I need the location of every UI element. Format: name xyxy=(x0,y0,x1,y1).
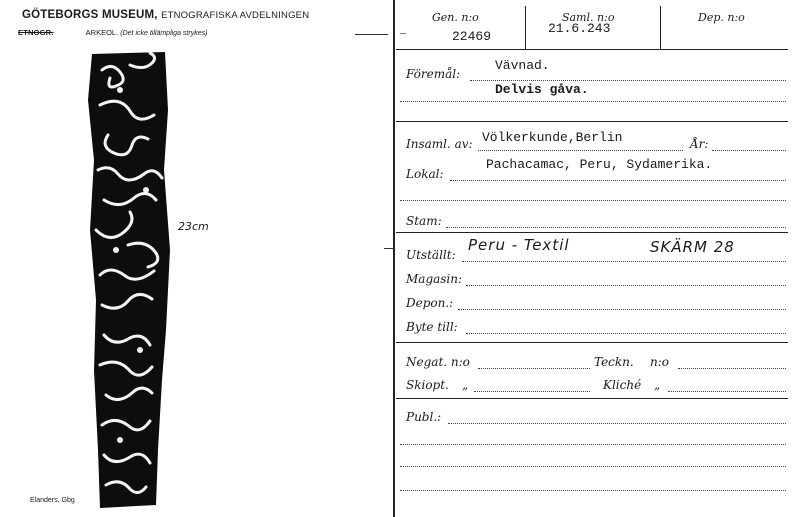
arkeol-label: ARKEOL. xyxy=(85,28,119,37)
department-name: ETNOGRAFISKA AVDELNINGEN xyxy=(161,10,310,21)
size-annotation: 23cm xyxy=(178,220,209,233)
museum-header xyxy=(22,9,309,21)
header-separator-1 xyxy=(525,6,526,49)
magasin-line xyxy=(466,285,786,286)
printer-imprint: Elanders, Gbg xyxy=(30,497,75,504)
insaml-label: Insaml. av: xyxy=(406,137,473,151)
rule-2 xyxy=(396,232,788,233)
foremal-line-2 xyxy=(400,101,786,102)
teckn-label: Teckn. xyxy=(594,355,634,369)
dash-mark: – xyxy=(400,25,406,39)
utstallt-label: Utställt: xyxy=(406,248,456,262)
publ-line-4 xyxy=(400,490,786,491)
stam-line xyxy=(446,227,786,228)
lokal-line xyxy=(450,180,786,181)
skiopt-line xyxy=(474,391,590,392)
lokal-label: Lokal: xyxy=(406,167,444,181)
kliche-label: Kliché xyxy=(603,378,642,392)
insaml-line xyxy=(478,150,683,151)
depon-line xyxy=(458,309,786,310)
department-line xyxy=(18,28,207,37)
kliche-mark: „ xyxy=(654,378,661,392)
kliche-line xyxy=(668,391,786,392)
utstallt-value: Peru - Textil xyxy=(468,236,570,254)
publ-line-2 xyxy=(400,444,786,445)
skiopt-mark: „ xyxy=(462,378,469,392)
foremal-line xyxy=(470,80,786,81)
lokal-value: Pachacamac, Peru, Sydamerika. xyxy=(486,157,713,172)
publ-label: Publ.: xyxy=(406,410,442,424)
ar-label: År: xyxy=(690,137,709,151)
stam-label: Stam: xyxy=(406,214,442,228)
utstallt-value-2: SKÄRM 28 xyxy=(650,238,735,256)
insaml-value: Völkerkunde,Berlin xyxy=(482,130,623,145)
saml-label: Saml. n:o xyxy=(562,11,615,24)
foremal-value-2: Delvis gåva. xyxy=(495,82,589,97)
rule-4 xyxy=(396,398,788,399)
foremal-value: Vävnad. xyxy=(495,58,550,73)
utstallt-line xyxy=(462,261,786,262)
rule-1 xyxy=(396,121,788,122)
teckn-no-label: n:o xyxy=(650,355,669,369)
publ-line-3 xyxy=(400,466,786,467)
header-rule xyxy=(355,34,388,35)
card-divider xyxy=(393,0,395,517)
divider-tick xyxy=(384,248,394,249)
dep-label: Dep. n:o xyxy=(698,11,745,24)
negat-line xyxy=(478,368,590,369)
ar-line xyxy=(712,150,786,151)
publ-line-1 xyxy=(448,423,786,424)
struck-department-label: ETNOGR. xyxy=(18,28,54,37)
teckn-line xyxy=(678,368,786,369)
lokal-line-2 xyxy=(400,200,786,201)
header-separator-2 xyxy=(660,6,661,49)
museum-name: GÖTEBORGS MUSEUM, xyxy=(22,9,158,21)
depon-label: Depon.: xyxy=(406,296,454,310)
gen-label: Gen. n:o xyxy=(432,11,479,24)
negat-label: Negat. n:o xyxy=(406,355,470,369)
header-bottom-rule xyxy=(396,49,788,50)
textile-image xyxy=(80,50,180,510)
byte-label: Byte till: xyxy=(406,320,458,334)
byte-line xyxy=(466,333,786,334)
strike-note: (Det icke tillämpliga strykes) xyxy=(120,30,208,37)
saml-value: 21.6.243 xyxy=(548,21,611,36)
skiopt-label: Skiopt. xyxy=(406,378,449,392)
gen-value: 22469 xyxy=(452,29,492,44)
foremal-label: Föremål: xyxy=(406,67,461,81)
magasin-label: Magasin: xyxy=(406,272,463,286)
rule-3 xyxy=(396,342,788,343)
